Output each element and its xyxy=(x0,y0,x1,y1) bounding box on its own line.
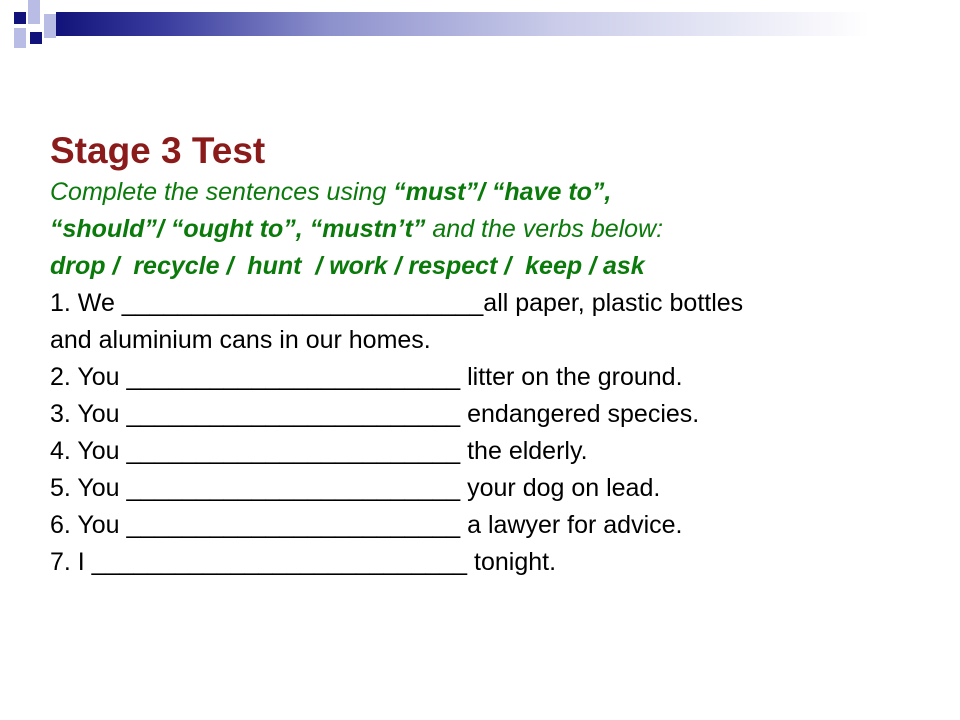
comma: , xyxy=(295,215,310,243)
sentence-2: 2. You ________________________ litter on the ground. xyxy=(50,363,683,391)
header-square-lavender-2 xyxy=(14,28,26,48)
sentence-5: 5. You ________________________ your dog on lead. xyxy=(50,474,661,502)
instruction-line-2 xyxy=(50,211,930,248)
instruction-text: Complete the sentences using xyxy=(50,178,394,206)
modal-ought-to: “ought to” xyxy=(170,215,296,243)
modal-have-to: “have to”, xyxy=(491,178,612,206)
worksheet xyxy=(50,128,930,581)
sentence-1-line-2: and aluminium cans in our homes. xyxy=(50,326,431,354)
sentence-7: 7. I ___________________________ tonight. xyxy=(50,548,557,576)
slash: / xyxy=(478,178,492,206)
header-square-navy-2 xyxy=(30,32,42,44)
sentence-1-line-1: 1. We __________________________all paper, plastic bottles xyxy=(50,289,744,317)
page-title: Stage 3 Test xyxy=(50,130,266,171)
sentence-6: 6. You ________________________ a lawyer for advice. xyxy=(50,511,683,539)
header-gradient-bar xyxy=(56,12,960,36)
header-square-navy-1 xyxy=(14,12,26,24)
modal-mustnt: “mustn’t” xyxy=(309,215,426,243)
instruction-text-end: and the verbs below: xyxy=(425,215,664,243)
modal-must: “must” xyxy=(393,178,478,206)
header-square-lavender-3 xyxy=(44,14,56,38)
sentence-4: 4. You ________________________ the elderly. xyxy=(50,437,588,465)
verb-list: drop / recycle / hunt / work / respect / keep / ask xyxy=(50,252,645,280)
sentence-3: 3. You ________________________ endangered species. xyxy=(50,400,700,428)
header-square-lavender-1 xyxy=(28,0,40,24)
instruction-line-1 xyxy=(50,174,930,211)
modal-should: “should” xyxy=(50,215,157,243)
slash: / xyxy=(156,215,171,243)
